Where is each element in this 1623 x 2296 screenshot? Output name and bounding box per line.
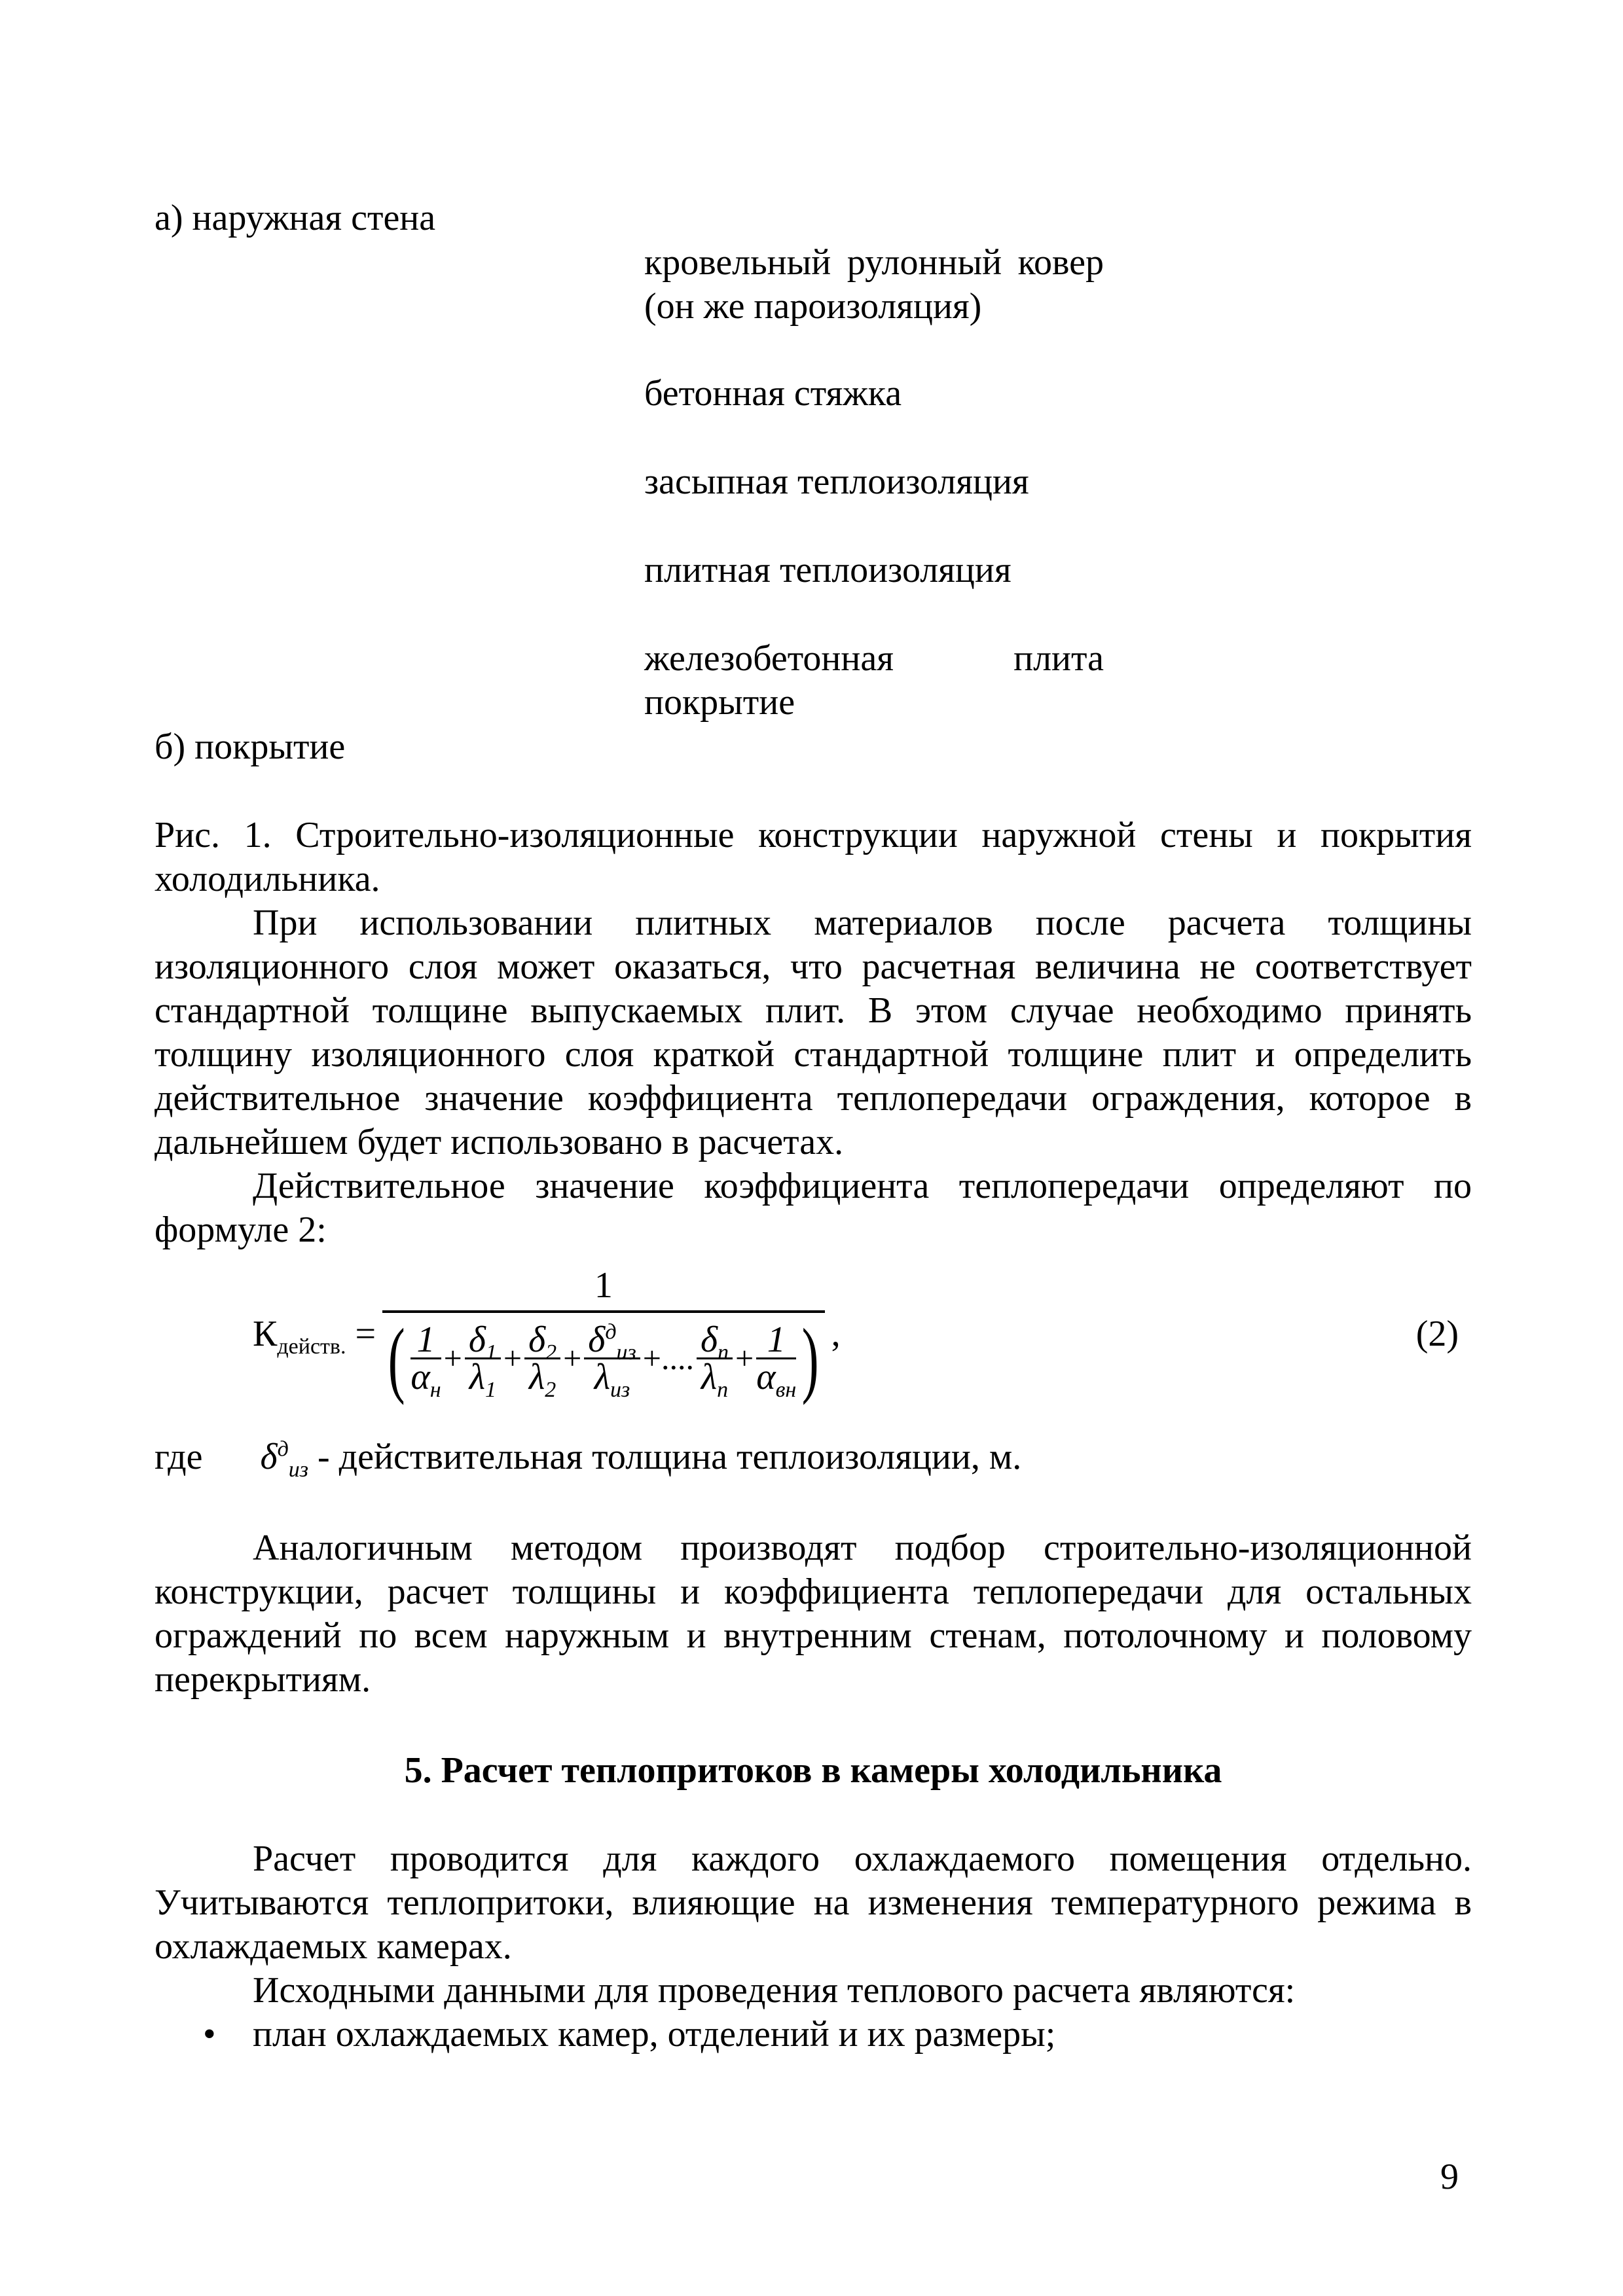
formula-numerator: 1 (382, 1264, 825, 1313)
formula-where: где $\delta^д_{из}$ - действительная толщина теплоизоляции, м. (155, 1437, 1022, 1482)
formula-denominator: ( $\frac{1}{\alpha_н}$ + $\frac{\delta_1}{\lambda_1}$ + $\frac{\delta_2}{\lambda_2}$ + $\frac{\delta^д_{из}}{\lambda_{из}}$ +.... $\frac{\delta_n}{\lambda_n}$ + $\frac{1}{\alpha_{вн}}$ ) (388, 1311, 819, 1406)
layer-label-screed: бетонная стяжка (644, 373, 902, 414)
term-1: $\frac{1}{\alpha_н}$ (410, 1319, 441, 1403)
term-3: $\frac{\delta_2}{\lambda_2}$ (524, 1322, 560, 1395)
paragraph-3: Аналогичным методом производят подбор строительно-изоляционной конструкции, расчет толщины и коэффициента теплопередачи для остальных ограждений по всем наружным и внутренним стенам, потолочному и половому перекрытиям. (155, 1528, 1472, 1700)
paragraph-1: При использовании плитных материалов после расчета толщины изоляционного слоя может оказаться, что расчетная величина не соответствует стандартной толщине выпускаемых плит. В этом случае необходимо принять толщину изоляционного слоя краткой стандартной толщине плит и определить действительное значение коэффициента теплопередачи ограждения, которое в дальнейшем будет использовано в расчетах. (155, 903, 1472, 1162)
layer-label-roofing: кровельный рулонный ковер (он же пароизоляция) (644, 242, 1104, 327)
paragraph-2: Действительное значение коэффициента теплопередачи определяют по формуле 2: (155, 1166, 1472, 1250)
layer-label-slab-insulation: плитная теплоизоляция (644, 550, 1012, 590)
body-flow (155, 814, 1472, 2056)
bullet-item: план охлаждаемых камер, отделений и их размеры; (253, 2014, 1056, 2054)
formula-number: (2) (1415, 1313, 1459, 1354)
term-2: $\frac{\delta_1}{\lambda_1}$ (465, 1322, 501, 1395)
section-heading: 5. Расчет теплопритоков в камеры холодильника (404, 1750, 1222, 1791)
term-insulation: $\frac{\delta^д_{из}}{\lambda_{из}}$ (584, 1322, 640, 1395)
paragraph-5: Исходными данными для проведения теплового расчета являются: (253, 1970, 1296, 2011)
formula-lhs: $К_{действ.}$ = (253, 1313, 376, 1359)
figure-label-a: а) наружная стена (155, 198, 436, 238)
formula-2 (155, 1252, 1472, 1416)
term-n: $\frac{\delta_n}{\lambda_n}$ (697, 1322, 733, 1395)
term-inner: $\frac{1}{\alpha_{вн}}$ (756, 1319, 797, 1403)
figure-label-b: б) покрытие (155, 726, 346, 767)
paragraph-4: Расчет проводится для каждого охлаждаемого помещения отдельно. Учитываются теплопритоки, влияющие на изменения температурного режима в охлаждаемых камерах. (155, 1839, 1472, 1967)
layer-label-backfill-insulation: засыпная теплоизоляция (644, 461, 1029, 502)
figure-caption: Рис. 1. Строительно-изоляционные конструкции наружной стены и покрытия холодильника. (155, 815, 1472, 899)
layer-label-concrete-slab: железобетонная плита покрытие (644, 638, 1104, 723)
bullet-icon: • (203, 2014, 216, 2054)
bullet-list-item (155, 2013, 1472, 2056)
page-number: 9 (1440, 2157, 1459, 2197)
formula-fraction (382, 1264, 825, 1405)
formula-comma: , (831, 1313, 841, 1354)
